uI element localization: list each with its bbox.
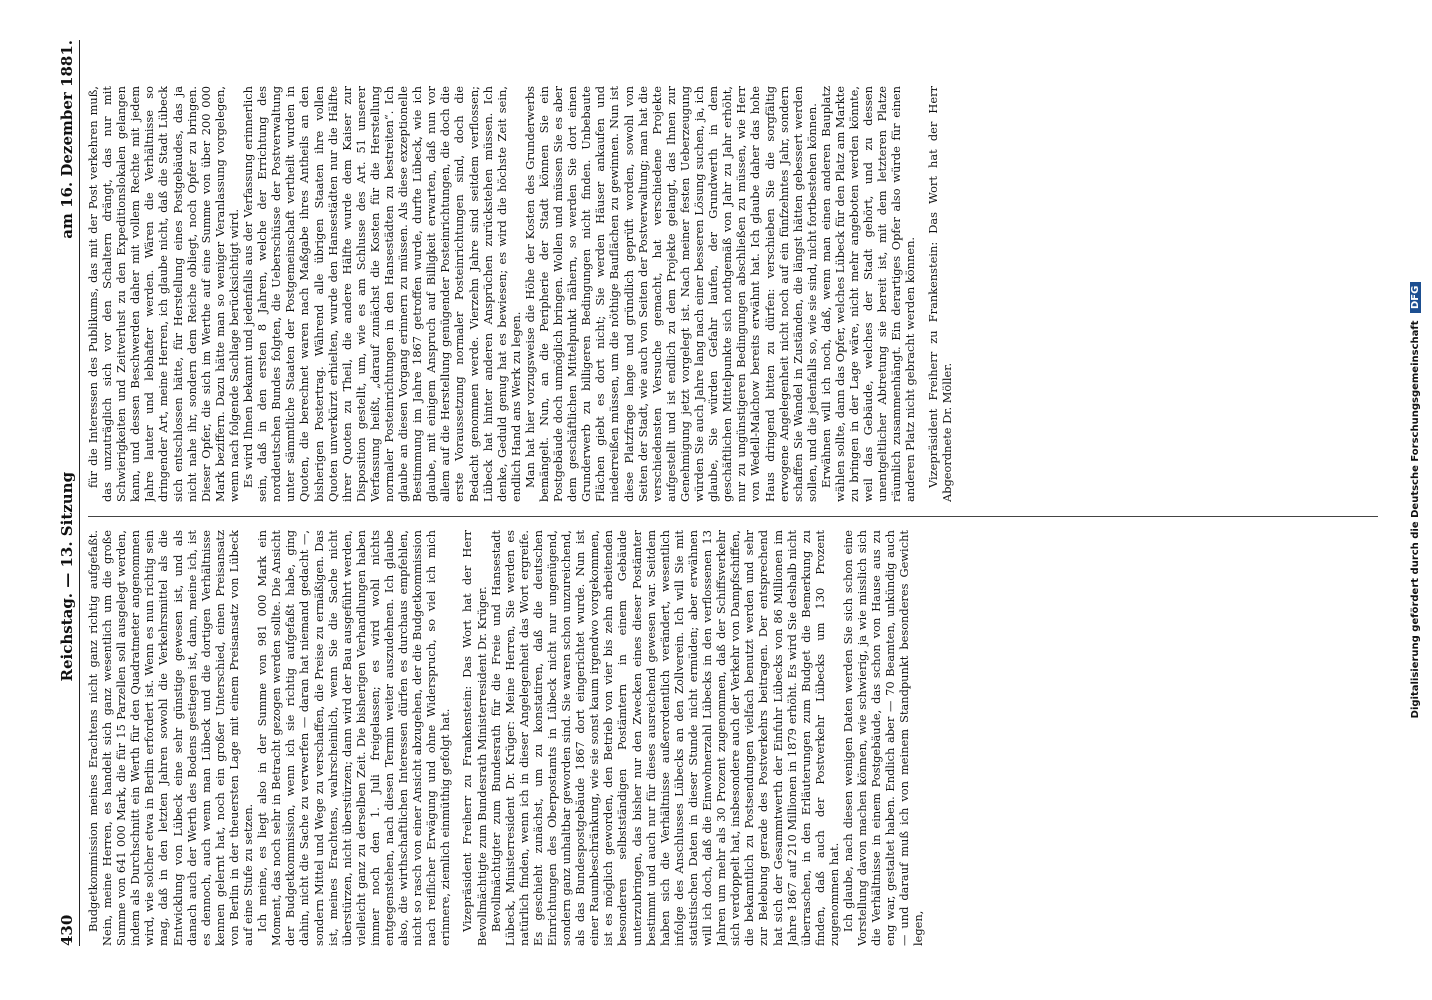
paragraph: für die Interessen des Publikums, das mit der Post verkehren muß, das unzuträglich sich vor den Schaltern drängt, das nur mit Schwierigkeiten und Zeitverlust zu den Expeditionslokalen gelangen kann, und dessen Beschwerden daher mit vollem Rechte mit jedem Jahre lauter und lebhafter werden. Wären die Verhältnisse so dringender Art, meine Herren, ich glaube nicht, daß die Stadt Lübeck sich entschlossen hätte, für Herstellung eines Postgebäudes, das ja nicht nahe ihr, sondern dem Reiche obliegt, noch Opfer zu bringen. Dieser Opfer, die sich im Werthe auf eine Summe von über 200 000 Mark beziffern. Dazu hätte man so weniger Veranlassung vorgelegen, wenn nach folgende Sachlage berücksichtigt wird. bbox=[86, 86, 241, 502]
header-left-title: Reichstag. — 13. Sitzung bbox=[58, 471, 76, 682]
text-column-right bbox=[86, 86, 1391, 502]
header-right-title: am 16. Dezember 1881. bbox=[58, 40, 76, 239]
credit-text: Digitalisierung gefördert durch die Deutsche Forschungsgemeinschaft bbox=[1410, 320, 1421, 719]
text-column-left bbox=[86, 530, 1391, 946]
column-divider bbox=[88, 516, 1378, 517]
speaker-paragraph: Vizepräsident Freiherr zu Frankenstein: Das Wort hat der Herr Abgeordnete Dr. Möller. bbox=[925, 86, 954, 502]
paragraph: Bevollmächtigter zum Bundesrath für die Freie und Hansestadt Lübeck, Ministerresident Dr. Krüger: Meine Herren, Sie werden es natürlich finden, wenn ich in dieser Angelegenheit das Wort ergreife. Es geschieht zunächst, um zu konstatiren, daß die deutschen Einrichtungen des Oberpostamts in Lübeck nicht nur ungenügend, sondern ganz unhaltbar geworden sind. Sie waren schon unzureichend, als das Bundespostgebäude 1867 dort eingerichtet wurde. Nun ist einer Raumbeschränkung, wie sie sonst kaum irgendwo vorgekommen, ist es möglich geworden, den Betrieb von vier bis zehn arbeitenden besonderen selbstständigen Postämtern in einem Gebäude unterzubringen, das bisher nur den Zwecken eines dieser Postämter bestimmt und auch nur für dieses ausreichend gewesen war. Seitdem haben sich die Verhältnisse außerordentlich verändert, wesentlich infolge des Anschlusses Lübecks an den Zollverein. Ich will Sie mit statistischen Daten in dieser Stunde nicht ermüden; aber erwähnen will ich doch, daß die Einwohnerzahl Lübecks in den verflossenen 13 Jahren um mehr als 30 Prozent zugenommen, daß der Schiffsverkehr sich verdoppelt hat, insbesondere auch der Verkehr von Dampfschiffen, die bekanntlich zu Postsendungen vielfach benutzt werden und sehr zur Belebung gerade des Postverkehrs beitragen. Der entsprechend hat sich der Gesammtwerth der Einfuhr Lübecks von 86 Millionen im Jahre 1867 auf 210 Millionen in 1879 erhöht. Es wird Sie deshalb nicht überraschen, in den Erläuterungen zum Budget die Bemerkung zu finden, daß auch der Postverkehr Lübecks um 130 Prozent zugenommen hat. bbox=[488, 530, 841, 946]
digitization-credit bbox=[1410, 0, 1421, 1000]
paragraph: Ich glaube, nach diesen wenigen Daten werden Sie sich schon eine Vorstellung davon machen können, wie schwierig, ja wie misslich sich die Verhältnisse in einem Postgebäude, das schon von Hause aus zu eng war, gestaltet haben. Endlich aber — 70 Beamten, unkündig auch — und darauf muß ich von meinem Standpunkt besonderes Gewicht legen, bbox=[840, 530, 926, 946]
paragraph: Budgetkommission meines Erachtens nicht ganz richtig aufgefaßt. Nein, meine Herren, es handelt sich ganz wesentlich um die große Summe von 641 000 Mark, die für 15 Parzellen soll ausgelegt werden, indem als Durchschnitt ein Werth für den Quadratmeter angenommen wird, wie solcher etwa in Berlin erfordert ist. Wenn es nun richtig sein mag, daß in den letzten Jahren sowohl die Verkehrsmittel als die Entwicklung von Lübeck eine sehr günstige gewesen ist, und als danach auch der Werth des Bodens gestiegen ist, dann, meine ich, ist es dennoch, auch wenn man Lübeck und die dortigen Verhältnisse kennen gelernt hat, noch ein großer Unterschied, einen Preisansatz von Berlin in der theuersten Lage mit einem Preisansatz von Lübeck auf eine Stufe zu setzen. bbox=[86, 530, 256, 946]
paragraph: Erwähnen will ich noch, daß, wenn man einen anderen Bauplatz wählen sollte, dann das Opfer, welches Lübeck für den Platz am Markte zu bringen in der Lage wäre, nicht mehr angeboten werden könnte, weil das Gebäude, welches der Stadt gehört, und zu dessen unentgeltlicher Abtretung sie bereit ist, mit dem letzteren Platze räumlich zusammenhängt. Ein derartiges Opfer also würde für einen anderen Platz nicht gebracht werden können. bbox=[818, 86, 918, 502]
paragraph: Ich meine, es liegt also in der Summe von 981 000 Mark ein Moment, das noch sehr in Betracht gezogen werden sollte. Die Ansicht der Budgetkommission, wenn ich sie richtig aufgefaßt habe, ging dahin, nicht die Sache zu verwerfen — daran hat niemand gedacht —, sondern Mittel und Wege zu verschaffen, die Preise zu ermäßigen. Das ist, meines Erachtens, wahrscheinlich, wenn Sie die Sache nicht überstürzen, nicht überstürzen; dann wird der Bau ausgeführt werden, vielleicht ganz zu derselben Zeit. Die bisherigen Verhandlungen haben immer noch den 1. Juli freigelassen; es wird wohl nichts entgegenstehen, nach diesen Termin weiter auszudehnen. Ich glaube also, die wirthschaftlichen Interessen dürfen es durchaus empfehlen, nicht so rasch von einer Ansicht abzugehen, der die Budgetkommission nach reiflicher Erwägung und ohne Widerspruch, so viel ich mich erinnere, ziemlich einmüthig gefolgt hat. bbox=[255, 530, 453, 946]
speaker-paragraph: Vizepräsident Freiherr zu Frankenstein: Das Wort hat der Herr Bevollmächtigte zum Bundesrath Ministerresident Dr. Krüger. bbox=[460, 530, 489, 946]
paragraph: Man hat hier vorzugsweise die Höhe der Kosten des Grunderwerbs bemängelt. Nun, an die Peripherie der Stadt können Sie ein Postgebäude doch unmöglich bringen. Wollen und müssen Sie es aber dem geschäftlichen Mittelpunkt nähern, so werden Sie dort einen Grunderwerb zu billigeren Bedingungen nicht finden. Unbebaute Flächen giebt es dort nicht; Sie werden Häuser ankaufen und niederreißen müssen, um die nöthige Bauflächen zu gewinnen. Nun ist diese Platzfrage lange und gründlich geprüft worden, sowohl von Seiten der Stadt, wie auch von Seiten der Postverwaltung; man hat die verschiedensten Versuche gemacht, hat verschiedene Projekte aufgestellt und ist endlich zu dem Projekte gelangt, das Ihnen zur Genehmigung jetzt vorgelegt ist. Nach meiner festen Ueberzeugung würden Sie auch Jahre lang nach einer besseren Lösung suchen, ja, ich glaube, Sie würden Gefahr laufen, der Grundwerth in dem geschäftlichen Mittelpunkte sich nothgemäß von Jahr zu Jahr erhöht, nur zu ungünstigeren Bedingungen abschließen zu müssen, wie Herr von Wedell-Malchow bereits erwähnt hat. Ich glaube daher das hohe Haus dringend bitten zu dürfen: verschieben Sie die sorgfältig erwogene Angelegenheit nicht noch auf ein fünfzehntes Jahr, sondern schaffen Sie Wandel in Zuständen, die längst hätten gebessert werden sollen, und die jedenfalls so, wie sie sind, nicht fortbestehen können. bbox=[522, 86, 819, 502]
dfg-logo: DFG bbox=[1410, 282, 1421, 313]
paragraph: Es wird Ihnen bekannt und jedenfalls aus der Verfassung erinnerlich sein, daß in den ersten 8 Jahren, welche der Errichtung des norddeutschen Bundes folgten, die Ueberschüsse der Postverwaltung unter sämmtliche Staaten der Postgemeinschaft vertheilt wurden in Quoten, die berechnet waren nach Maßgabe ihres Antheils an den bisherigen Postertrag. Während alle übrigen Staaten ihre vollen Quoten unverkürzt erhielten, wurde den Hansestädten nur die Hälfte ihrer Quoten zu Theil, die andere Hälfte wurde dem Kaiser zur Disposition gestellt, um, wie es am Schlusse des Art. 51 unserer Verfassung heißt, „darauf zunächst die Kosten für die Herstellung normaler Posteinrichtungen in den Hansestädten zu bestreiten“. Ich glaube an diesen Vorgang erinnern zu müssen. Als diese exzeptionelle Bestimmung im Jahre 1867 getroffen wurde, durfte Lübeck, wie ich glaube, mit einigem Anspruch auf Billigkeit erwarten, daß nun vor allem auf die Herstellung genügender Posteinrichtungen, die doch die erste Voraussetzung normaler Posteinrichtungen sind, doch die Bedacht genommen werde. Vierzehn Jahre sind seitdem verflossen; Lübeck hat hinter anderen Ansprüchen zurückstehen müssen. Ich denke, Geduld genug hat es bewiesen; es wird die höchste Zeit sein, endlich Hand ans Werk zu legen. bbox=[241, 86, 523, 502]
page-header bbox=[52, 40, 80, 946]
page-number: 430 bbox=[58, 914, 76, 946]
